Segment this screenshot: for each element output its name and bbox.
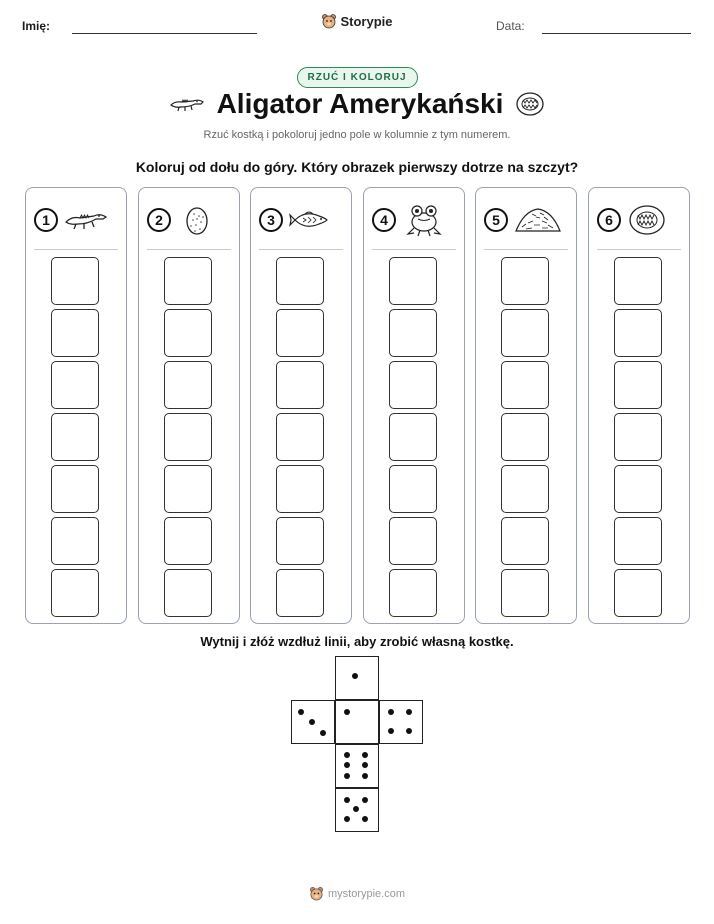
color-cell[interactable] (164, 517, 212, 565)
color-cell[interactable] (276, 569, 324, 617)
color-cell[interactable] (501, 413, 549, 461)
column-4 (363, 187, 465, 624)
column-number: 5 (484, 208, 508, 232)
column-number: 6 (597, 208, 621, 232)
color-cell[interactable] (501, 569, 549, 617)
pip (362, 773, 368, 779)
color-cell[interactable] (614, 257, 662, 305)
date-line[interactable] (542, 33, 691, 34)
bear-logo-icon (321, 13, 337, 29)
color-cell[interactable] (389, 309, 437, 357)
column-number: 2 (147, 208, 171, 232)
color-cell[interactable] (614, 413, 662, 461)
column-header (259, 200, 343, 240)
alligator-title-icon (169, 93, 205, 115)
column-5 (475, 187, 577, 624)
color-cell[interactable] (389, 413, 437, 461)
color-cell[interactable] (276, 517, 324, 565)
name-label: Imię: (22, 19, 51, 33)
color-cell[interactable] (614, 465, 662, 513)
color-cell[interactable] (276, 361, 324, 409)
color-cell[interactable] (51, 465, 99, 513)
bear-logo-icon (309, 886, 324, 901)
color-cell[interactable] (276, 413, 324, 461)
color-cell[interactable] (164, 257, 212, 305)
color-cell[interactable] (501, 257, 549, 305)
column-header (34, 200, 118, 240)
color-cell[interactable] (276, 309, 324, 357)
color-cell[interactable] (389, 517, 437, 565)
color-cell[interactable] (51, 517, 99, 565)
color-cell[interactable] (389, 361, 437, 409)
instruction: Koloruj od dołu do góry. Który obrazek pierwszy dotrze na szczyt? (135, 159, 579, 175)
column-header (147, 200, 231, 240)
color-cell[interactable] (614, 517, 662, 565)
pip (344, 752, 350, 758)
dice-face-center (335, 700, 379, 744)
color-cell[interactable] (389, 569, 437, 617)
color-cell[interactable] (501, 309, 549, 357)
column-2 (138, 187, 240, 624)
color-cell[interactable] (501, 465, 549, 513)
color-cell[interactable] (276, 257, 324, 305)
color-cell[interactable] (164, 309, 212, 357)
activity-badge: RZUĆ I KOLORUJ (297, 67, 418, 88)
pip (362, 797, 368, 803)
dice-face-lower (335, 744, 379, 788)
alligator-icon (64, 206, 108, 234)
pip (298, 709, 304, 715)
color-cell[interactable] (164, 465, 212, 513)
column-number: 4 (372, 208, 396, 232)
pip (353, 806, 359, 812)
color-cell[interactable] (614, 309, 662, 357)
dice-face-top (335, 656, 379, 700)
pip (362, 752, 368, 758)
pip (344, 773, 350, 779)
page-title: Aligator Amerykański (216, 88, 504, 119)
fish-icon (289, 206, 333, 234)
column-3 (250, 187, 352, 624)
pip (344, 797, 350, 803)
jaws-title-icon (515, 91, 545, 117)
brand-logo (0, 13, 714, 34)
column-6 (588, 187, 690, 624)
brand-name: Storypie (340, 13, 393, 29)
footer (0, 886, 714, 906)
color-cell[interactable] (164, 569, 212, 617)
date-label: Data: (496, 19, 525, 33)
color-cell[interactable] (51, 569, 99, 617)
color-cell[interactable] (51, 413, 99, 461)
pip (406, 728, 412, 734)
pip (406, 709, 412, 715)
color-cell[interactable] (51, 361, 99, 409)
column-number: 1 (34, 208, 58, 232)
column-header (372, 200, 456, 240)
color-cell[interactable] (614, 569, 662, 617)
color-cell[interactable] (164, 361, 212, 409)
color-cell[interactable] (614, 361, 662, 409)
nest-icon (514, 205, 562, 235)
color-cell[interactable] (276, 465, 324, 513)
color-cell[interactable] (51, 309, 99, 357)
egg-icon (177, 204, 221, 236)
pip (309, 719, 315, 725)
column-number: 3 (259, 208, 283, 232)
color-cell[interactable] (164, 413, 212, 461)
pip (362, 762, 368, 768)
color-cell[interactable] (389, 257, 437, 305)
color-cell[interactable] (389, 465, 437, 513)
jaws-icon (627, 203, 667, 237)
column-1 (25, 187, 127, 624)
pip (352, 673, 358, 679)
pip (362, 816, 368, 822)
pip (344, 709, 350, 715)
color-cell[interactable] (501, 361, 549, 409)
frog-icon (402, 202, 446, 238)
pip (344, 816, 350, 822)
cut-instruction: Wytnij i złóż wzdłuż linii, aby zrobić własną kostkę. (200, 634, 514, 649)
color-cell[interactable] (501, 517, 549, 565)
dice-face-right (379, 700, 423, 744)
dice-face-left (291, 700, 335, 744)
subtitle: Rzuć kostką i pokoloruj jedno pole w kolumnie z tym numerem. (203, 129, 511, 141)
pip (320, 730, 326, 736)
pip (344, 762, 350, 768)
footer-url[interactable]: mystorypie.com (327, 887, 406, 900)
pip (388, 728, 394, 734)
column-header (597, 200, 681, 240)
pip (388, 709, 394, 715)
dice-face-bottom (335, 788, 379, 832)
color-cell[interactable] (51, 257, 99, 305)
column-header (484, 200, 568, 240)
